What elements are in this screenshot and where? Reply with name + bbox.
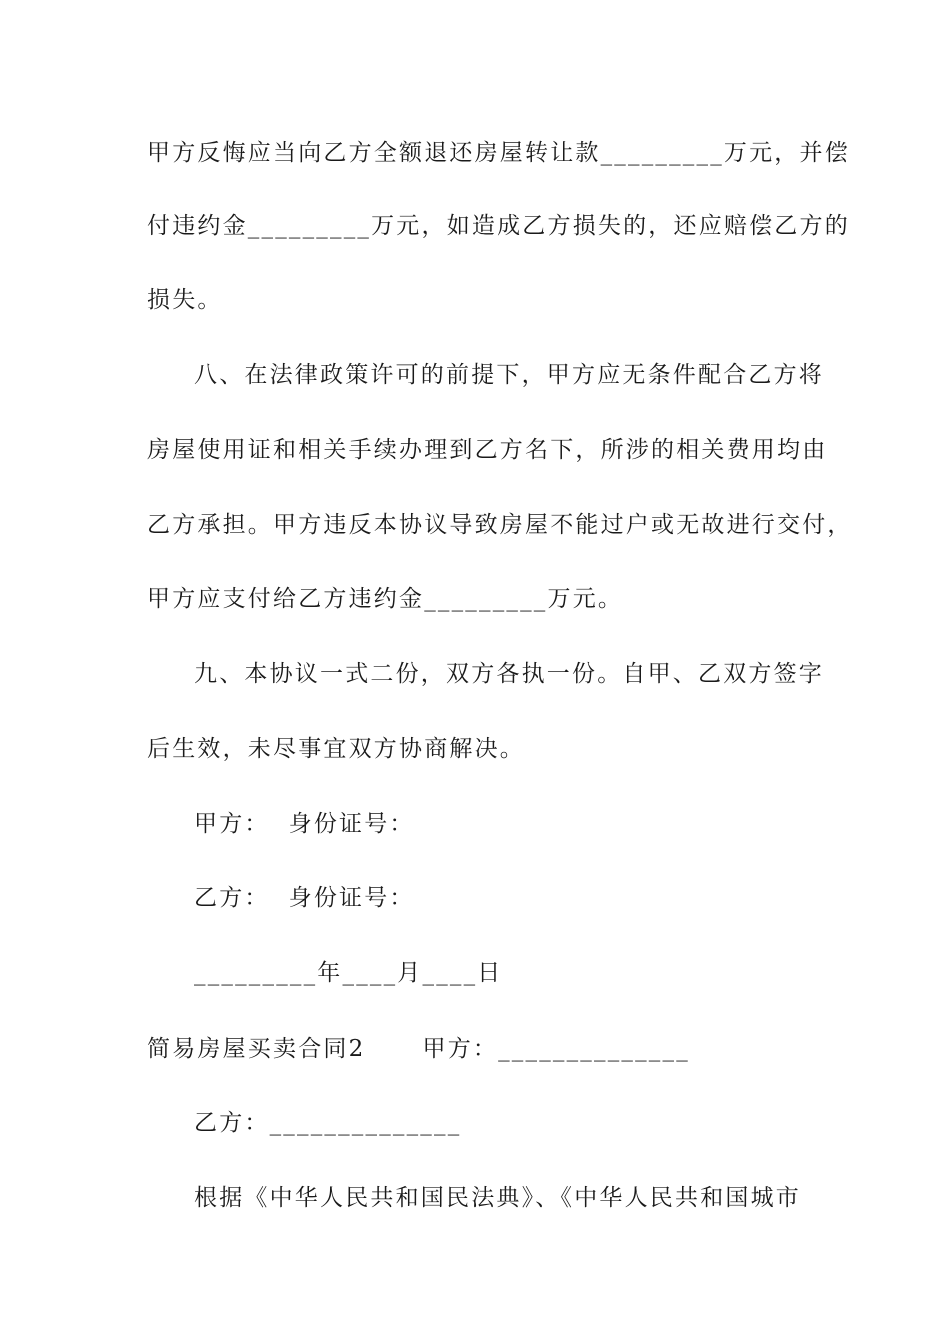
party-b-signature-line: 乙方： 身份证号：	[194, 885, 415, 911]
paragraph-7-line-1: 甲方反悔应当向乙方全额退还房屋转让款_________万元，并偿	[147, 140, 850, 166]
date-line: _________年____月____日	[194, 960, 503, 986]
contract-2-title-line: 简易房屋买卖合同2 甲方：______________	[147, 1036, 690, 1062]
contract-2-party-b-line: 乙方：______________	[194, 1110, 462, 1136]
clause-9-line-1: 九、本协议一式二份，双方各执一份。自甲、乙双方签字	[194, 661, 824, 687]
clause-8-line-1: 八、在法律政策许可的前提下，甲方应无条件配合乙方将	[194, 362, 824, 388]
clause-9-line-2: 后生效，未尽事宜双方协商解决。	[147, 736, 525, 762]
clause-8-line-3: 乙方承担。甲方违反本协议导致房屋不能过户或无故进行交付，	[147, 512, 853, 538]
clause-8-line-4: 甲方应支付给乙方违约金_________万元。	[147, 586, 624, 612]
paragraph-7-line-2: 付违约金_________万元，如造成乙方损失的，还应赔偿乙方的	[147, 213, 850, 239]
contract-2-basis-line: 根据《中华人民共和国民法典》、《中华人民共和国城市	[194, 1185, 801, 1211]
clause-8-line-2: 房屋使用证和相关手续办理到乙方名下，所涉的相关费用均由	[147, 437, 828, 463]
paragraph-7-line-3: 损失。	[147, 287, 223, 313]
party-a-signature-line: 甲方： 身份证号：	[194, 811, 415, 837]
